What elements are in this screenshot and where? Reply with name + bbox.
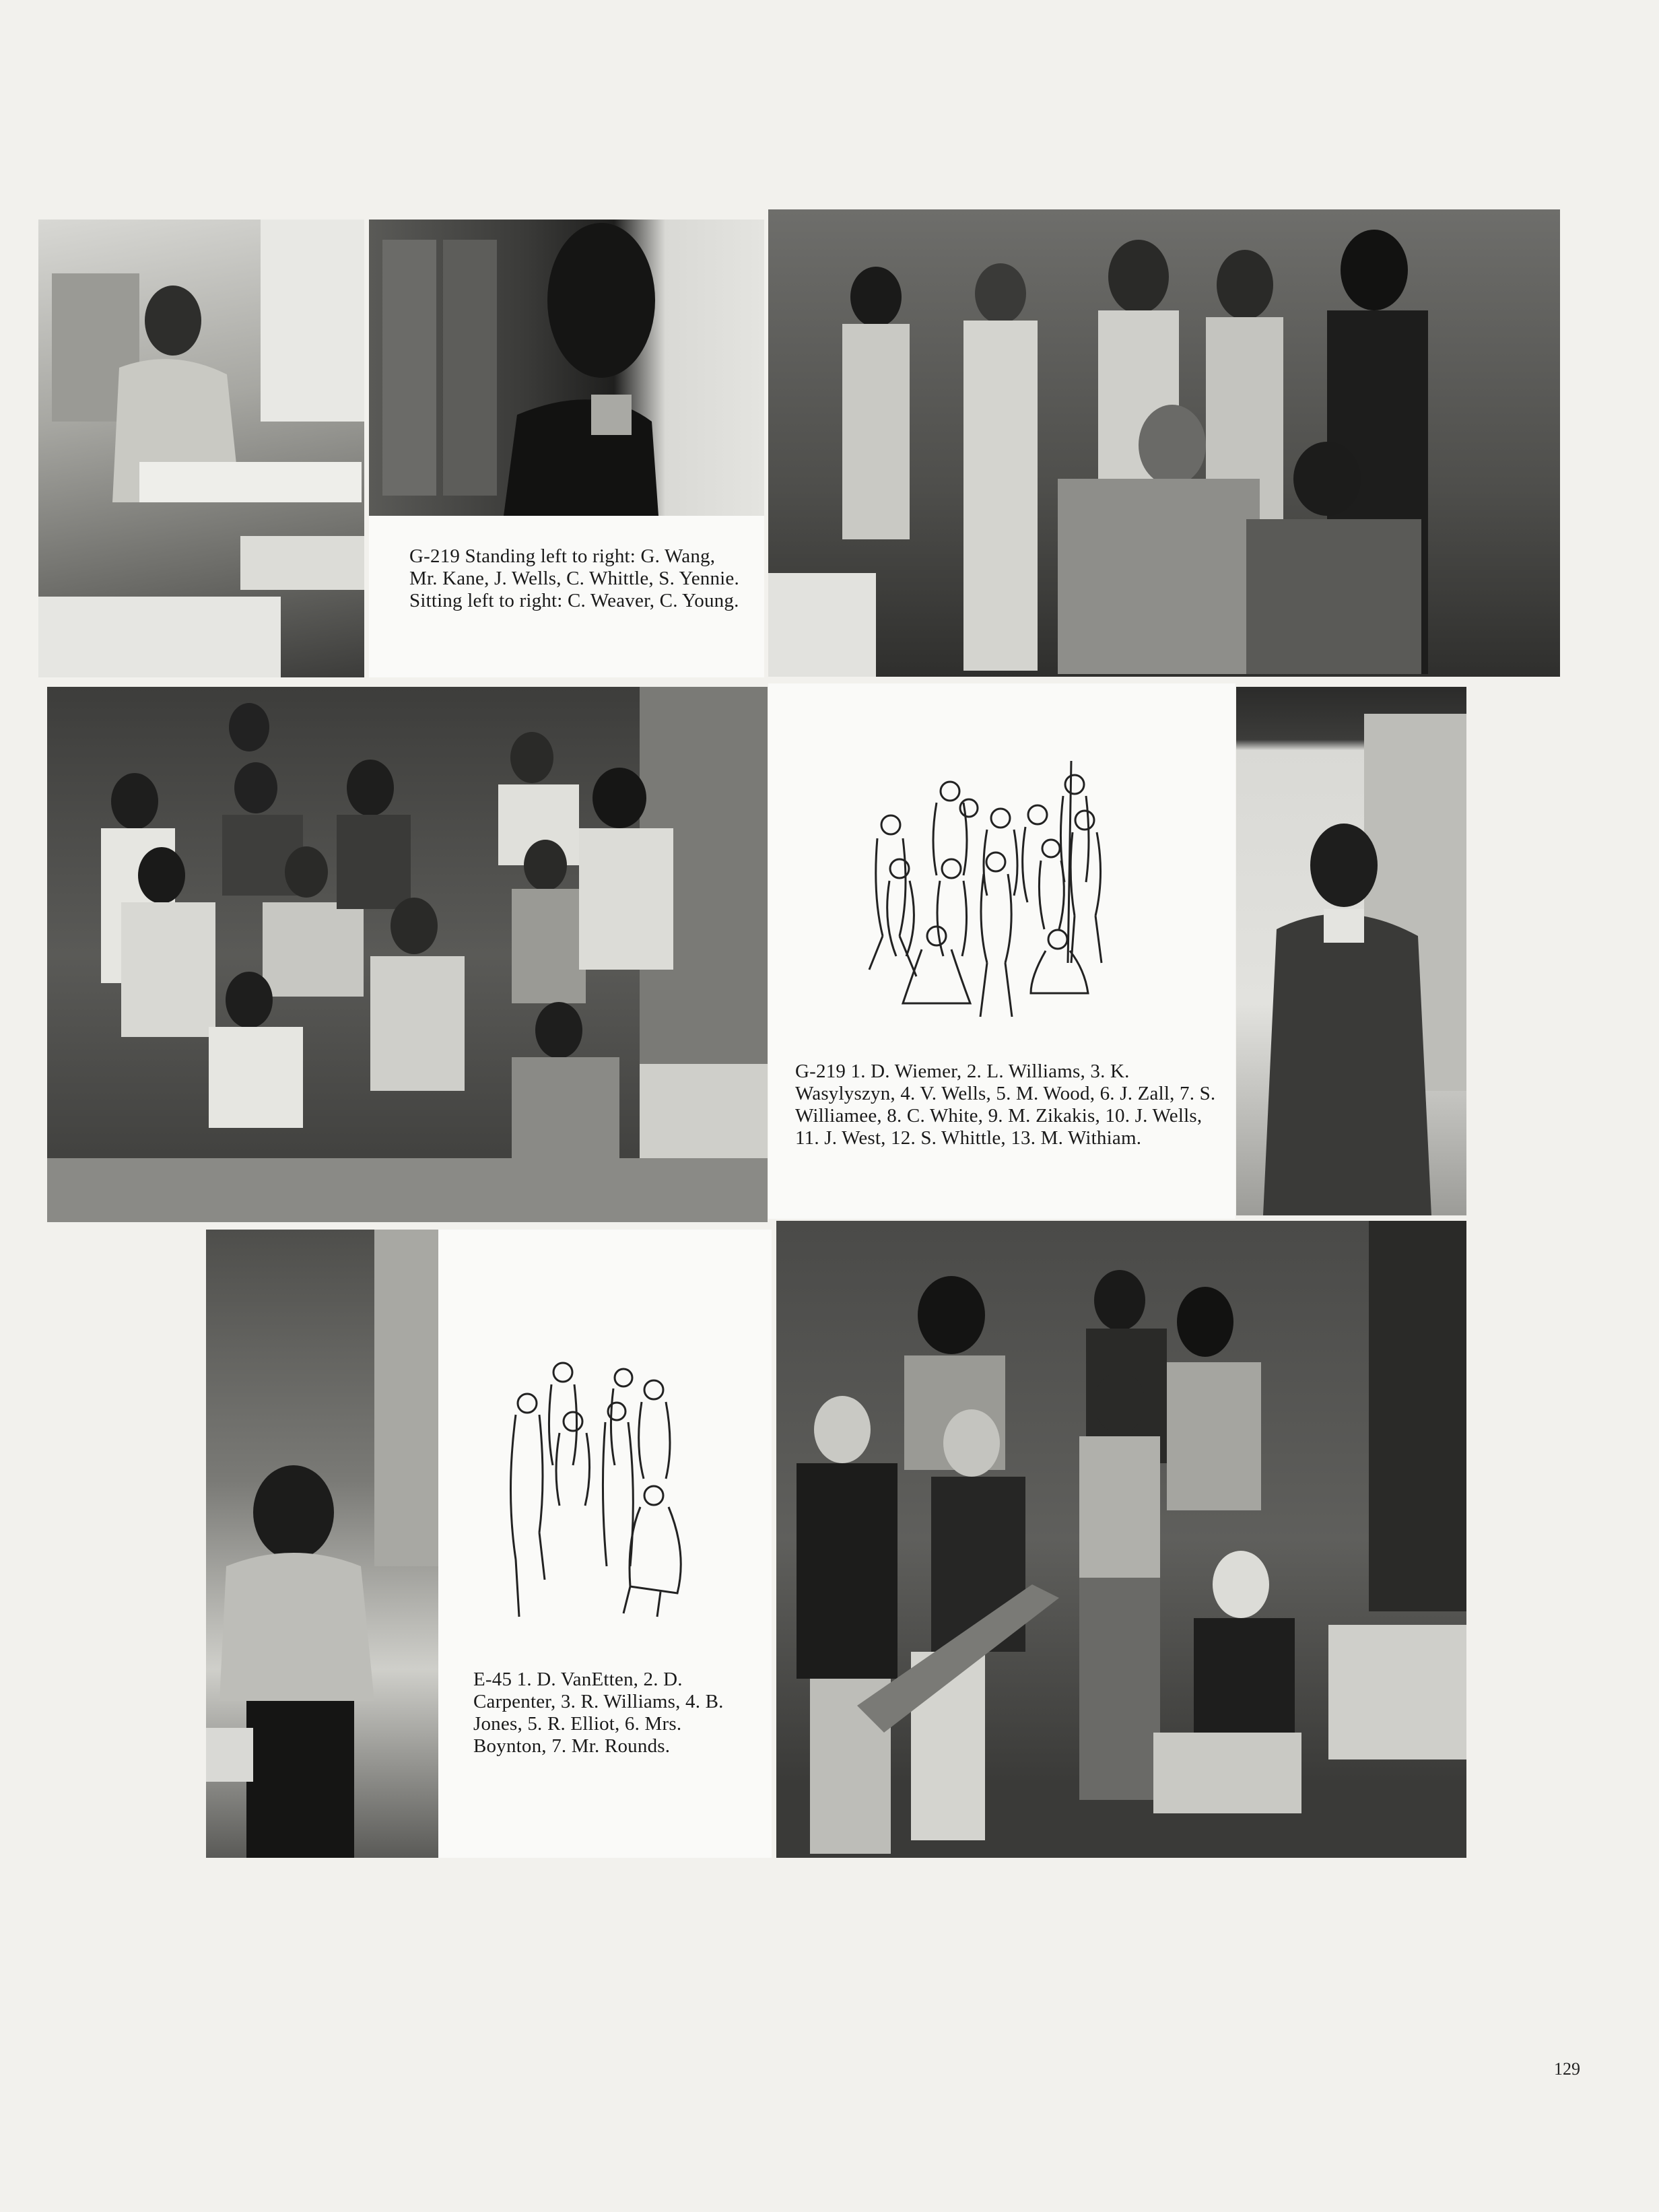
key-drawing-g219 [836,761,1159,1044]
photo-student-by-lockers [369,220,764,516]
caption-box-g219-standing [369,516,764,677]
caption-box-e45-group [438,1230,772,1858]
caption-g219-standing: G-219 Standing left to right: G. Wang, Mr. Kane, J. Wells, C. Whittle, S. Yennie. Sitting left to right: C. Weaver, C. Young. [409,545,739,611]
photo-student-by-window [1236,687,1466,1215]
caption-box-g219-group [768,683,1235,1219]
photo-teacher-candid [206,1230,438,1858]
page-number: 129 [1554,2059,1580,2079]
caption-e45-group: E-45 1. D. VanEtten, 2. D. Carpenter, 3. R. Williams, 4. B. Jones, 5. R. Elliot, 6. Mrs. Boynton, 7. Mr. Rounds. [473,1669,724,1757]
photo-e45-group [776,1221,1466,1858]
photo-teacher-at-desk [38,220,364,677]
caption-g219-group: G-219 1. D. Wiemer, 2. L. Williams, 3. K. Wasylyszyn, 4. V. Wells, 5. M. Wood, 6. J. Zall, 7. S. Williamee, 8. C. White, 9. M. Zikakis, 10. J. Wells, 11. J. West, 12. S. Whittle, 13. M. Withiam. [795,1061,1216,1149]
photo-g219-class-group [47,687,768,1222]
photo-g219-standing-group [768,209,1560,677]
key-drawing-e45 [492,1358,701,1620]
